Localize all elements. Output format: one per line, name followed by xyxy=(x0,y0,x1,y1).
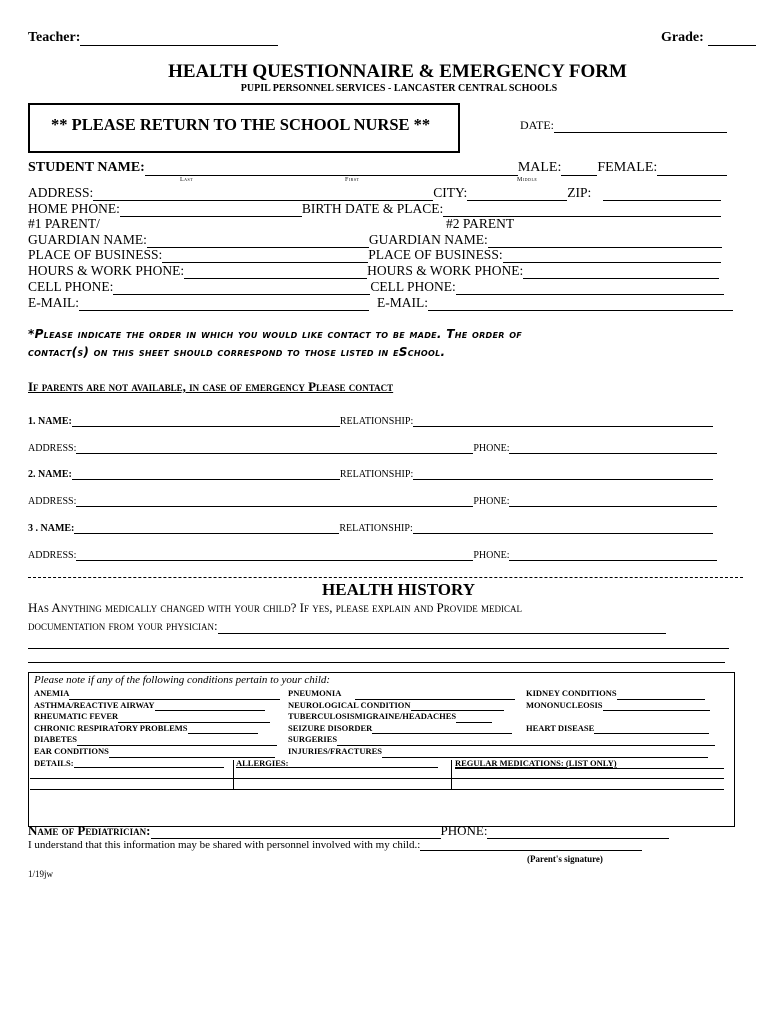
condition-migraine: MIGRAINE/HEADACHES xyxy=(354,711,457,722)
contact1-name-line[interactable] xyxy=(72,426,340,427)
contact2-name-row xyxy=(28,469,713,480)
date-label: DATE: xyxy=(520,118,554,132)
contact3-relationship-label: RELATIONSHIP: xyxy=(339,523,413,534)
contact1-phone-line[interactable] xyxy=(509,453,717,454)
consent-text: I understand that this information may be shared with personnel involved with my child.: xyxy=(28,839,421,851)
condition-neurological: NEUROLOGICAL CONDITION xyxy=(288,700,715,712)
contact2-relationship-label: RELATIONSHIP: xyxy=(339,469,414,480)
condition-heart: HEART DISEASE xyxy=(526,723,710,735)
female-line[interactable] xyxy=(657,175,727,176)
email-row xyxy=(28,295,733,311)
emergency-heading: If parents are not available, in case of emergency Please contact xyxy=(28,379,394,394)
grade-field xyxy=(661,30,756,46)
email2-line[interactable] xyxy=(428,310,733,311)
teacher-label: Teacher: xyxy=(28,30,81,45)
condition-kidney: KIDNEY CONDITIONS xyxy=(526,688,710,700)
contact2-address-label: ADDRESS: xyxy=(28,496,77,507)
contact1-relationship-line[interactable] xyxy=(413,426,713,427)
guardian1-label: GUARDIAN NAME: xyxy=(28,232,147,247)
guardian-row xyxy=(28,232,722,248)
contact1-address-row xyxy=(28,443,717,454)
contact2-address-line[interactable] xyxy=(76,506,473,507)
condition-surgeries: SURGERIES xyxy=(288,734,715,746)
business2-label: PLACE OF BUSINESS: xyxy=(368,247,503,262)
email1-label: E-MAIL: xyxy=(28,295,79,310)
business1-label: PLACE OF BUSINESS: xyxy=(28,247,163,262)
pediatrician-row xyxy=(28,823,669,839)
contact3-name-row xyxy=(28,523,713,534)
signature-line[interactable] xyxy=(420,850,642,851)
condition-tuberculosis: TUBERCULOSISMIGRAINE/HEADACHES xyxy=(288,711,715,723)
contact1-phone-label: PHONE: xyxy=(473,443,510,454)
contact2-phone-line[interactable] xyxy=(509,506,717,507)
details-row-line1[interactable] xyxy=(30,778,724,779)
birth-label: BIRTH DATE & PLACE: xyxy=(301,201,444,216)
hours2-label: HOURS & WORK PHONE: xyxy=(367,263,524,278)
history-question-line1: Has Anything medically changed with your child? If yes, please explain and Provide medical xyxy=(28,600,522,615)
allergies-line[interactable] xyxy=(288,767,438,768)
date-field xyxy=(520,118,727,133)
teacher-line[interactable] xyxy=(80,45,278,46)
form-code: 1/19jw xyxy=(28,869,54,879)
parent1-heading: #1 PARENT/ xyxy=(28,216,100,231)
cell2-label: CELL PHONE: xyxy=(370,279,456,294)
pediatrician-label: Name of Pediatrician: xyxy=(28,823,151,838)
allergies-label: ALLERGIES: xyxy=(236,758,289,768)
contact3-address-line[interactable] xyxy=(76,560,473,561)
form-subtitle: PUPIL PERSONNEL SERVICES - LANCASTER CENTRAL SCHOOLS xyxy=(240,83,558,94)
date-line[interactable] xyxy=(554,132,727,133)
condition-mono: MONONUCLEOSIS xyxy=(526,700,710,712)
last-caption: Last xyxy=(180,177,194,183)
hours-row xyxy=(28,263,719,279)
first-caption: First xyxy=(345,177,360,183)
guardian2-label: GUARDIAN NAME: xyxy=(368,232,488,247)
history-answer-line2[interactable] xyxy=(28,648,729,649)
contact3-relationship-line[interactable] xyxy=(413,533,713,534)
student-name-row xyxy=(28,160,727,176)
home-phone-row xyxy=(28,201,721,217)
consent-row xyxy=(28,839,642,851)
student-name-line[interactable] xyxy=(145,175,518,176)
city-label: CITY: xyxy=(433,185,468,200)
details-label: DETAILS: xyxy=(34,758,74,768)
contact1-relationship-label: RELATIONSHIP: xyxy=(339,416,414,427)
allergies-divider xyxy=(451,760,452,790)
medications-label: REGULAR MEDICATIONS: (LIST ONLY) xyxy=(455,758,617,768)
contact3-address-row xyxy=(28,550,717,561)
male-label: MALE: xyxy=(517,160,562,175)
health-history-heading: HEALTH HISTORY xyxy=(322,580,475,599)
history-question-line2: documentation from your physician: xyxy=(28,618,218,633)
contact3-name-label: 3 . NAME: xyxy=(28,523,75,534)
grade-label: Grade: xyxy=(661,30,704,45)
address-label: ADDRESS: xyxy=(28,185,94,200)
hours1-label: HOURS & WORK PHONE: xyxy=(28,263,185,278)
condition-injuries: INJURIES/FRACTURES xyxy=(288,746,715,758)
home-phone-label: HOME PHONE: xyxy=(28,201,120,216)
return-notice: ** PLEASE RETURN TO THE SCHOOL NURSE ** xyxy=(51,115,431,134)
details-line[interactable] xyxy=(74,767,224,768)
contact1-address-line[interactable] xyxy=(76,453,473,454)
email1-line[interactable] xyxy=(79,310,369,311)
allergies-field xyxy=(236,758,438,768)
cell-row xyxy=(28,279,724,295)
male-line[interactable] xyxy=(561,175,597,176)
cell1-label: CELL PHONE: xyxy=(28,279,114,294)
contact2-relationship-line[interactable] xyxy=(413,479,713,480)
history-question-row xyxy=(28,618,666,634)
contact3-phone-label: PHONE: xyxy=(473,550,510,561)
condition-ear: EAR CONDITIONS xyxy=(34,746,280,758)
details-divider xyxy=(233,760,234,790)
condition-diabetes: DIABETES xyxy=(34,734,280,746)
email2-label: E-MAIL: xyxy=(377,295,428,310)
business-row xyxy=(28,247,721,263)
home-phone-line[interactable] xyxy=(120,216,302,217)
parent2-heading: #2 PARENT xyxy=(446,216,515,231)
contact3-phone-line[interactable] xyxy=(509,560,717,561)
history-answer-line1[interactable] xyxy=(218,633,666,634)
history-answer-line3[interactable] xyxy=(28,662,725,663)
contact1-address-label: ADDRESS: xyxy=(28,443,77,454)
form-title: HEALTH QUESTIONNAIRE & EMERGENCY FORM xyxy=(168,61,627,82)
address-row xyxy=(28,185,721,201)
medications-underline xyxy=(455,768,724,769)
contact-note-line2: contact(s) on this sheet should correspond to those listed in eSchool. xyxy=(28,345,446,359)
contact2-name-line[interactable] xyxy=(72,479,340,480)
contact1-name-label: 1. NAME: xyxy=(28,416,72,427)
female-label: FEMALE: xyxy=(597,160,658,175)
condition-seizure: SEIZURE DISORDER xyxy=(288,723,715,735)
contact2-address-row xyxy=(28,496,717,507)
pediatrician-phone-label: PHONE: xyxy=(440,823,488,838)
contact2-phone-label: PHONE: xyxy=(473,496,510,507)
condition-anemia: ANEMIA xyxy=(34,688,280,700)
details-field xyxy=(34,758,224,768)
teacher-field xyxy=(28,30,278,46)
contact1-name-row xyxy=(28,416,713,427)
section-divider xyxy=(28,577,743,578)
contact2-name-label: 2. NAME: xyxy=(28,469,72,480)
zip-label: ZIP: xyxy=(567,185,592,200)
condition-respiratory: CHRONIC RESPIRATORY PROBLEMS xyxy=(34,723,280,735)
student-name-label: STUDENT NAME: xyxy=(28,160,145,175)
condition-asthma: ASTHMA/REACTIVE AIRWAY xyxy=(34,700,280,712)
condition-rheumatic: RHEUMATIC FEVER xyxy=(34,711,280,723)
conditions-note: Please note if any of the following conditions pertain to your child: xyxy=(34,674,331,686)
grade-line[interactable] xyxy=(708,45,756,46)
contact-note-line1: *Please indicate the order in which you would like contact to be made. The order of xyxy=(28,327,523,341)
contact3-address-label: ADDRESS: xyxy=(28,550,77,561)
contact3-name-line[interactable] xyxy=(74,533,339,534)
middle-caption: Middle xyxy=(517,177,538,183)
conditions-col3 xyxy=(526,688,710,734)
conditions-col1 xyxy=(34,688,280,758)
signature-label: (Parent's signature) xyxy=(527,854,603,864)
details-row-line2[interactable] xyxy=(30,789,724,790)
condition-pneumonia: PNEUMONIA xyxy=(288,688,715,700)
